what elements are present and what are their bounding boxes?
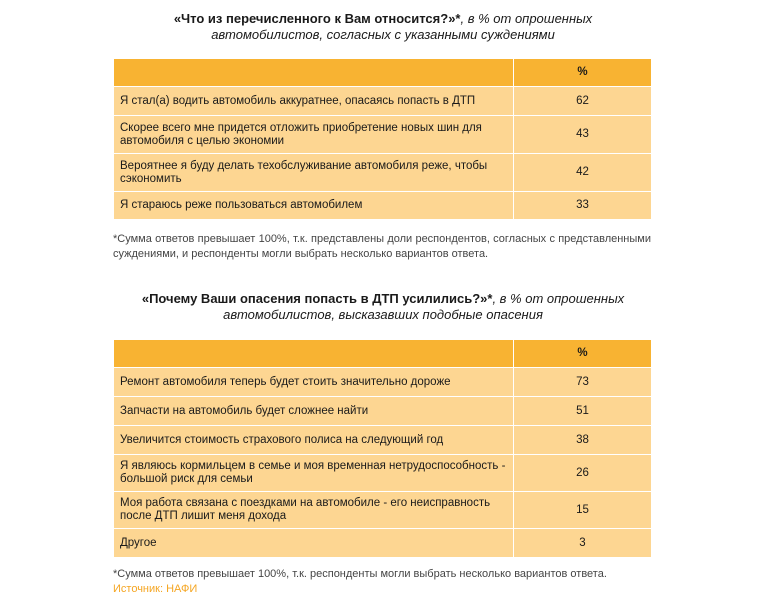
row-label: Другое — [114, 529, 514, 558]
table-header-label — [114, 59, 514, 87]
row-value: 62 — [514, 87, 652, 116]
section2-question: «Почему Ваши опасения попасть в ДТП усилились?»* — [141, 291, 493, 306]
row-label: Запчасти на автомобиль будет сложнее найти — [114, 397, 514, 426]
section1-footnote: *Сумма ответов превышает 100%, т.к. представлены доли респондентов, согласных с представленными суждениями, и респонденты могли выбрать несколько вариантов ответа. — [113, 233, 651, 260]
row-value: 33 — [514, 192, 652, 220]
table-row — [114, 397, 652, 426]
row-label: Вероятнее я буду делать техобслуживание автомобиля реже, чтобы сэкономить — [114, 154, 514, 192]
section1-title — [0, 11, 766, 43]
table-row — [114, 426, 652, 455]
row-value: 3 — [514, 529, 652, 558]
table-header-label — [114, 340, 514, 368]
table-header-percent: % — [514, 59, 652, 87]
table-row — [114, 87, 652, 116]
row-value: 73 — [514, 368, 652, 397]
row-value: 38 — [514, 426, 652, 455]
row-value: 43 — [514, 116, 652, 154]
table-row — [114, 116, 652, 154]
section1-title-rest: , в % от опрошенных — [460, 11, 593, 26]
table-header-row — [114, 340, 652, 368]
section1-table — [113, 58, 652, 220]
table-row — [114, 492, 652, 529]
table-row — [114, 368, 652, 397]
row-label: Увеличится стоимость страхового полиса на следующий год — [114, 426, 514, 455]
row-label: Я стал(а) водить автомобиль аккуратнее, опасаясь попасть в ДТП — [114, 87, 514, 116]
section2-table — [113, 339, 652, 558]
section2-footnote: *Сумма ответов превышает 100%, т.к. респонденты могли выбрать несколько вариантов ответа. — [113, 568, 607, 580]
table-header-percent: % — [514, 340, 652, 368]
row-value: 15 — [514, 492, 652, 529]
row-value: 51 — [514, 397, 652, 426]
table-row — [114, 455, 652, 492]
row-value: 42 — [514, 154, 652, 192]
row-label: Я стараюсь реже пользоваться автомобилем — [114, 192, 514, 220]
section2-title — [0, 291, 766, 323]
section2-title-line2: автомобилистов, высказавших подобные опасения — [223, 307, 543, 322]
table-row — [114, 529, 652, 558]
section1-title-line2: автомобилистов, согласных с указанными суждениями — [211, 27, 555, 42]
section1-question: «Что из перечисленного к Вам относится?»* — [173, 11, 461, 26]
section2-title-rest: , в % от опрошенных — [492, 291, 625, 306]
row-label: Ремонт автомобиля теперь будет стоить значительно дороже — [114, 368, 514, 397]
row-value: 26 — [514, 455, 652, 492]
table-header-row — [114, 59, 652, 87]
row-label: Я являюсь кормильцем в семье и моя временная нетрудоспособность - большой риск для семьи — [114, 455, 514, 492]
table-row — [114, 192, 652, 220]
row-label: Скорее всего мне придется отложить приобретение новых шин для автомобиля с целью экономии — [114, 116, 514, 154]
source-credit: Источник: НАФИ — [113, 583, 198, 595]
table-row — [114, 154, 652, 192]
row-label: Моя работа связана с поездками на автомобиле - его неисправность после ДТП лишит меня дохода — [114, 492, 514, 529]
